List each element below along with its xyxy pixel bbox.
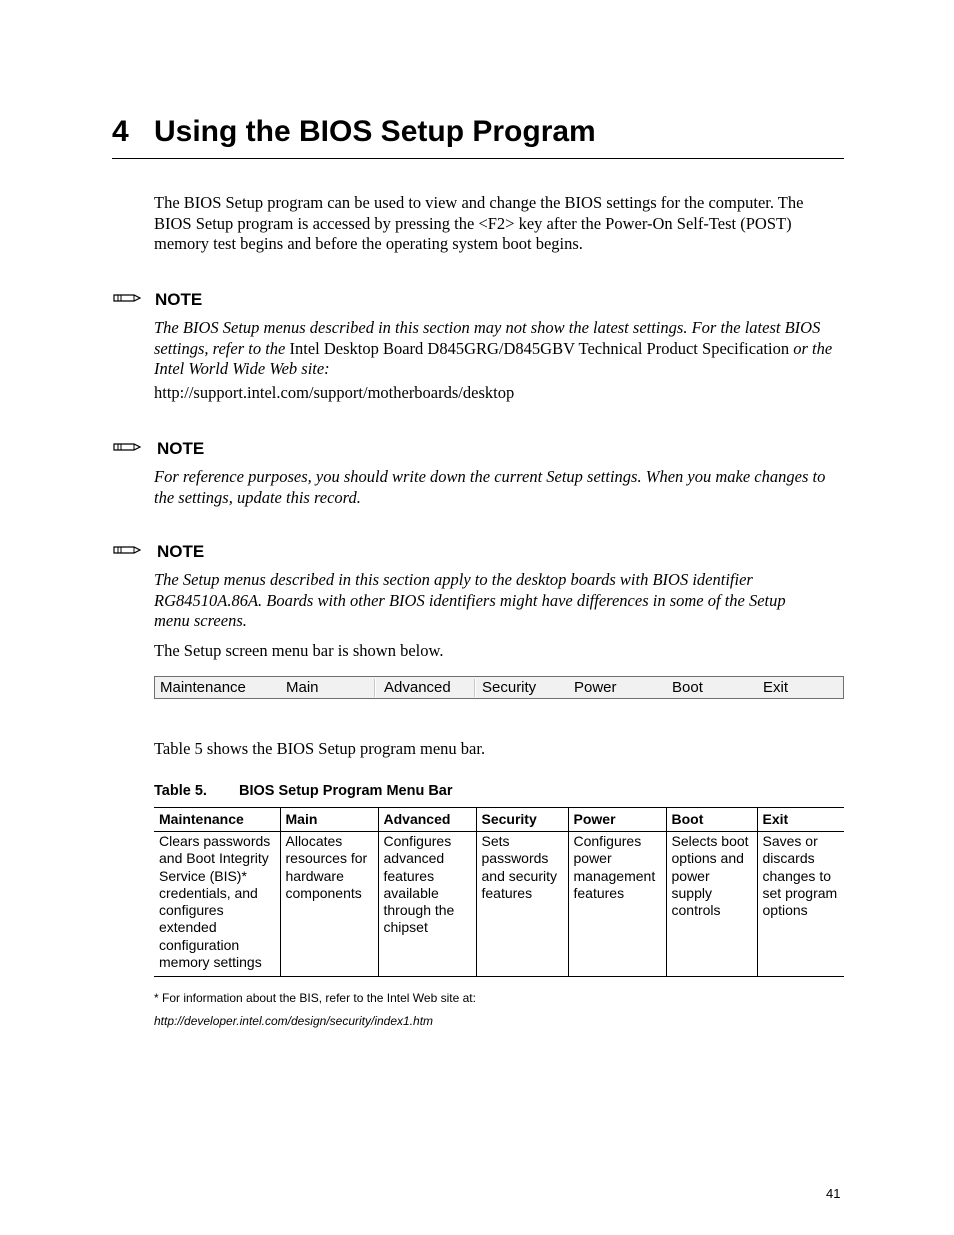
table-header-cell: Exit [757, 808, 844, 832]
footnote-text: * For information about the BIS, refer to the Intel Web site at: [154, 991, 476, 1005]
chapter-heading [112, 112, 844, 159]
table-header-cell: Advanced [378, 808, 476, 832]
menu-item-main[interactable]: Main [286, 679, 319, 696]
intro-paragraph: The BIOS Setup program can be used to view and change the BIOS settings for the computer. The BIOS Setup program is accessed by pressing the <F2> key after the Power-On Self-Test (POST) memory test begins and before the operating system boot begins. [154, 193, 804, 253]
note-1-text: The BIOS Setup menus described in this section may not show the latest settings. For the latest BIOS settings, refer to the Intel Desktop Board D845GRG/D845GBV Technical Product Specification or the Intel World Wide Web site: [154, 318, 833, 378]
menu-item-exit[interactable]: Exit [763, 679, 789, 696]
table-header-cell: Maintenance [154, 808, 280, 832]
table-header-cell: Boot [666, 808, 757, 832]
note-label: NOTE [157, 542, 205, 561]
menu-item-advanced[interactable]: Advanced [384, 679, 451, 696]
pencil-icon [112, 289, 142, 307]
chapter-number: 4 [112, 115, 129, 148]
pencil-icon [112, 438, 142, 456]
support-url[interactable]: http://support.intel.com/support/motherboards/desktop [154, 383, 515, 402]
note-2-text: For reference purposes, you should write down the current Setup settings. When you make changes to the settings, update this record. [154, 467, 826, 507]
table-header-cell: Power [568, 808, 666, 832]
chapter-title: Using the BIOS Setup Program [154, 115, 596, 148]
footnote-url[interactable]: http://developer.intel.com/design/security/index1.htm [154, 1014, 434, 1028]
note-label: NOTE [157, 439, 205, 458]
menu-item-boot[interactable]: Boot [672, 679, 703, 696]
table-header-cell: Security [476, 808, 568, 832]
note-label: NOTE [155, 290, 203, 309]
menu-separator [474, 679, 476, 697]
note-3-text: The Setup menus described in this section apply to the desktop boards with BIOS identifier RG84510A.86A. Boards with other BIOS identifiers might have differences in some of the Setup menu screens. [154, 570, 786, 630]
table-cell: Sets passwords and security features [476, 832, 568, 977]
table-header-cell: Main [280, 808, 378, 832]
table-reference: Table 5 shows the BIOS Setup program menu bar. [154, 739, 486, 758]
table-number: Table 5. [154, 783, 207, 799]
table-caption [154, 782, 453, 800]
menu-bar-table [154, 807, 844, 977]
menu-separator [374, 679, 376, 697]
table-row [154, 832, 844, 977]
table-cell: Saves or discards changes to set program options [757, 832, 844, 977]
menu-item-power[interactable]: Power [574, 679, 617, 696]
setup-menu-bar [154, 676, 844, 699]
table-cell: Allocates resources for hardware components [280, 832, 378, 977]
table-title: BIOS Setup Program Menu Bar [239, 783, 453, 799]
pencil-icon [112, 541, 142, 559]
table-cell: Clears passwords and Boot Integrity Service (BIS)* credentials, and configures extended configuration memory settings [154, 832, 280, 977]
doc-title-ref: Intel Desktop Board D845GRG/D845GBV Technical Product Specification [289, 338, 790, 358]
table-cell: Selects boot options and power supply controls [666, 832, 757, 977]
table-cell: Configures advanced features available through the chipset [378, 832, 476, 977]
table-cell: Configures power management features [568, 832, 666, 977]
table-header-row [154, 808, 844, 832]
note-heading-1 [112, 289, 203, 311]
menu-item-security[interactable]: Security [482, 679, 537, 696]
menu-item-maintenance[interactable]: Maintenance [160, 679, 246, 696]
menubar-intro: The Setup screen menu bar is shown below. [154, 641, 444, 660]
note-heading-3 [112, 541, 205, 563]
page-number: 41 [826, 1186, 841, 1201]
note-heading-2 [112, 438, 205, 460]
